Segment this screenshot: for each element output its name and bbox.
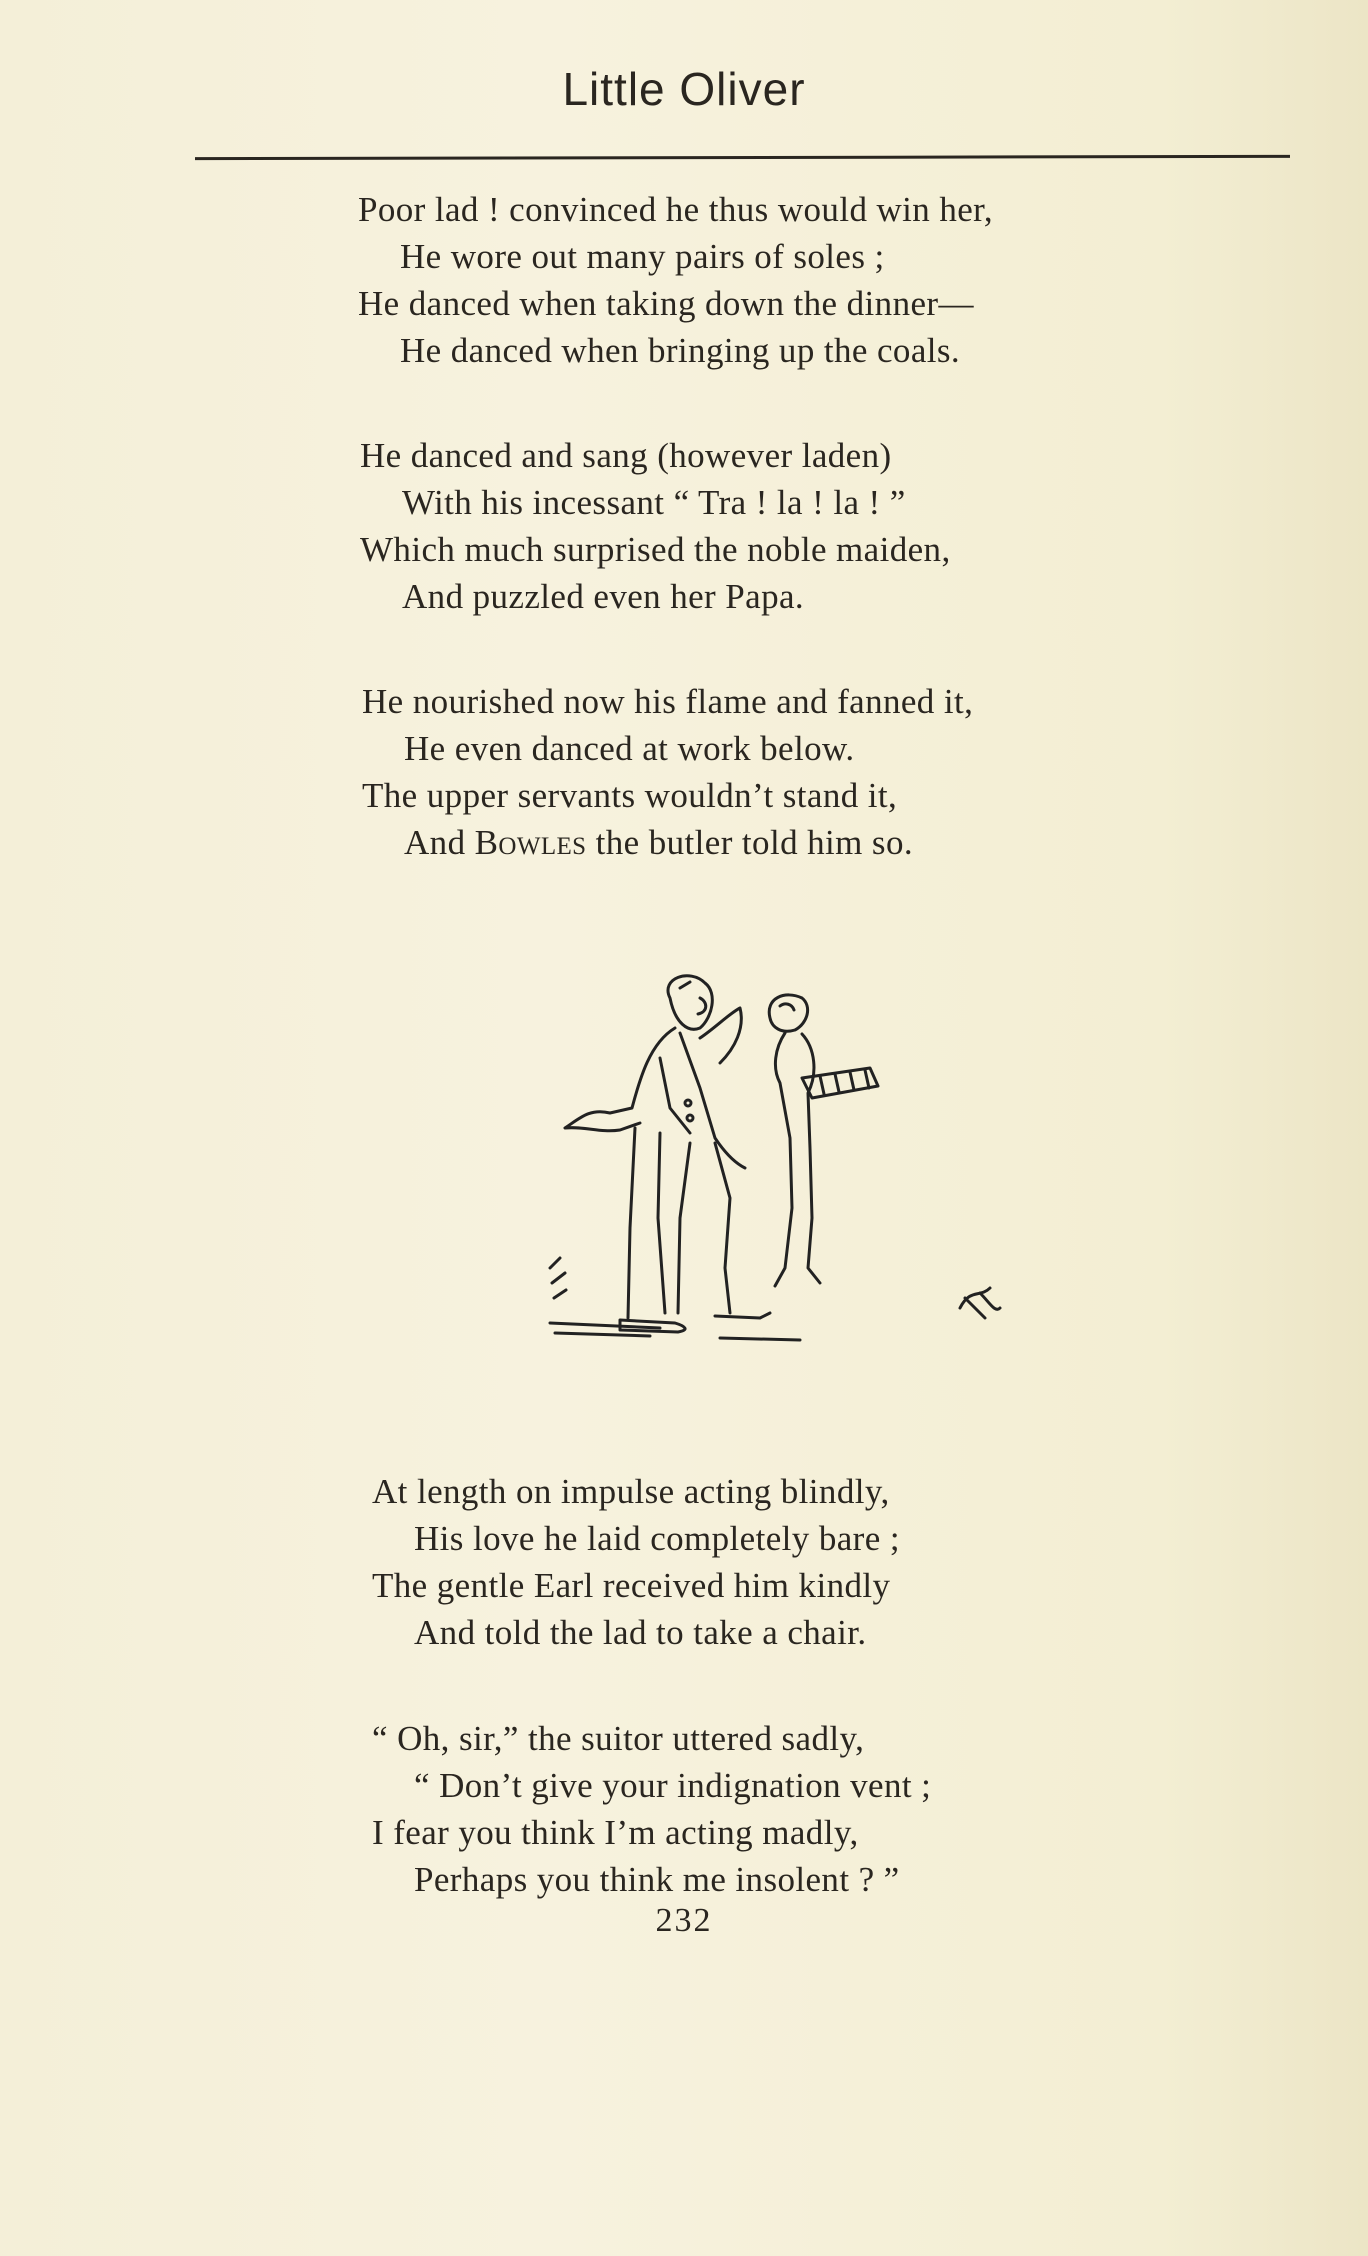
butler-name: Bowles (474, 823, 587, 862)
verse-line (362, 819, 1368, 866)
verse-line: Perhaps you think me insolent ? ” (414, 1860, 900, 1899)
stanza-4 (372, 1468, 1368, 1656)
verse-line: Which much surprised the noble maiden, (360, 530, 951, 569)
verse-line: He danced when taking down the dinner— (358, 284, 974, 323)
verse-line: At length on impulse acting blindly, (372, 1472, 890, 1511)
dancing-servants-illustration (540, 968, 1020, 1368)
running-title: Little Oliver (562, 63, 806, 115)
verse-line: And told the lad to take a chair. (414, 1613, 867, 1652)
verse-line: He danced when bringing up the coals. (400, 331, 961, 370)
verse-line: Poor lad ! convinced he thus would win her, (358, 190, 993, 229)
stanza-5 (372, 1715, 1368, 1903)
verse-line: And puzzled even her Papa. (402, 577, 805, 616)
verse-line: The upper servants wouldn’t stand it, (362, 776, 898, 815)
verse-line: I fear you think I’m acting madly, (372, 1813, 859, 1852)
header-rule (195, 155, 1290, 160)
stanza-2 (360, 432, 1368, 620)
verse-line: He even danced at work below. (404, 729, 855, 768)
verse-line: The gentle Earl received him kindly (372, 1566, 891, 1605)
verse-text: And (404, 823, 475, 862)
verse-line: He nourished now his flame and fanned it, (362, 682, 974, 721)
page-number: 232 (655, 1902, 713, 1939)
verse-line: He wore out many pairs of soles ; (400, 237, 885, 276)
verse-line: He danced and sang (however laden) (360, 436, 892, 475)
stanza-1 (358, 186, 1368, 374)
verse-line: “ Oh, sir,” the suitor uttered sadly, (372, 1719, 865, 1758)
verse-line: With his incessant “ Tra ! la ! la ! ” (402, 483, 906, 522)
verse-text: the butler told him so. (586, 823, 913, 862)
verse-line: His love he laid completely bare ; (414, 1519, 900, 1558)
stanza-3 (362, 678, 1368, 866)
verse-line: “ Don’t give your indignation vent ; (414, 1766, 932, 1805)
